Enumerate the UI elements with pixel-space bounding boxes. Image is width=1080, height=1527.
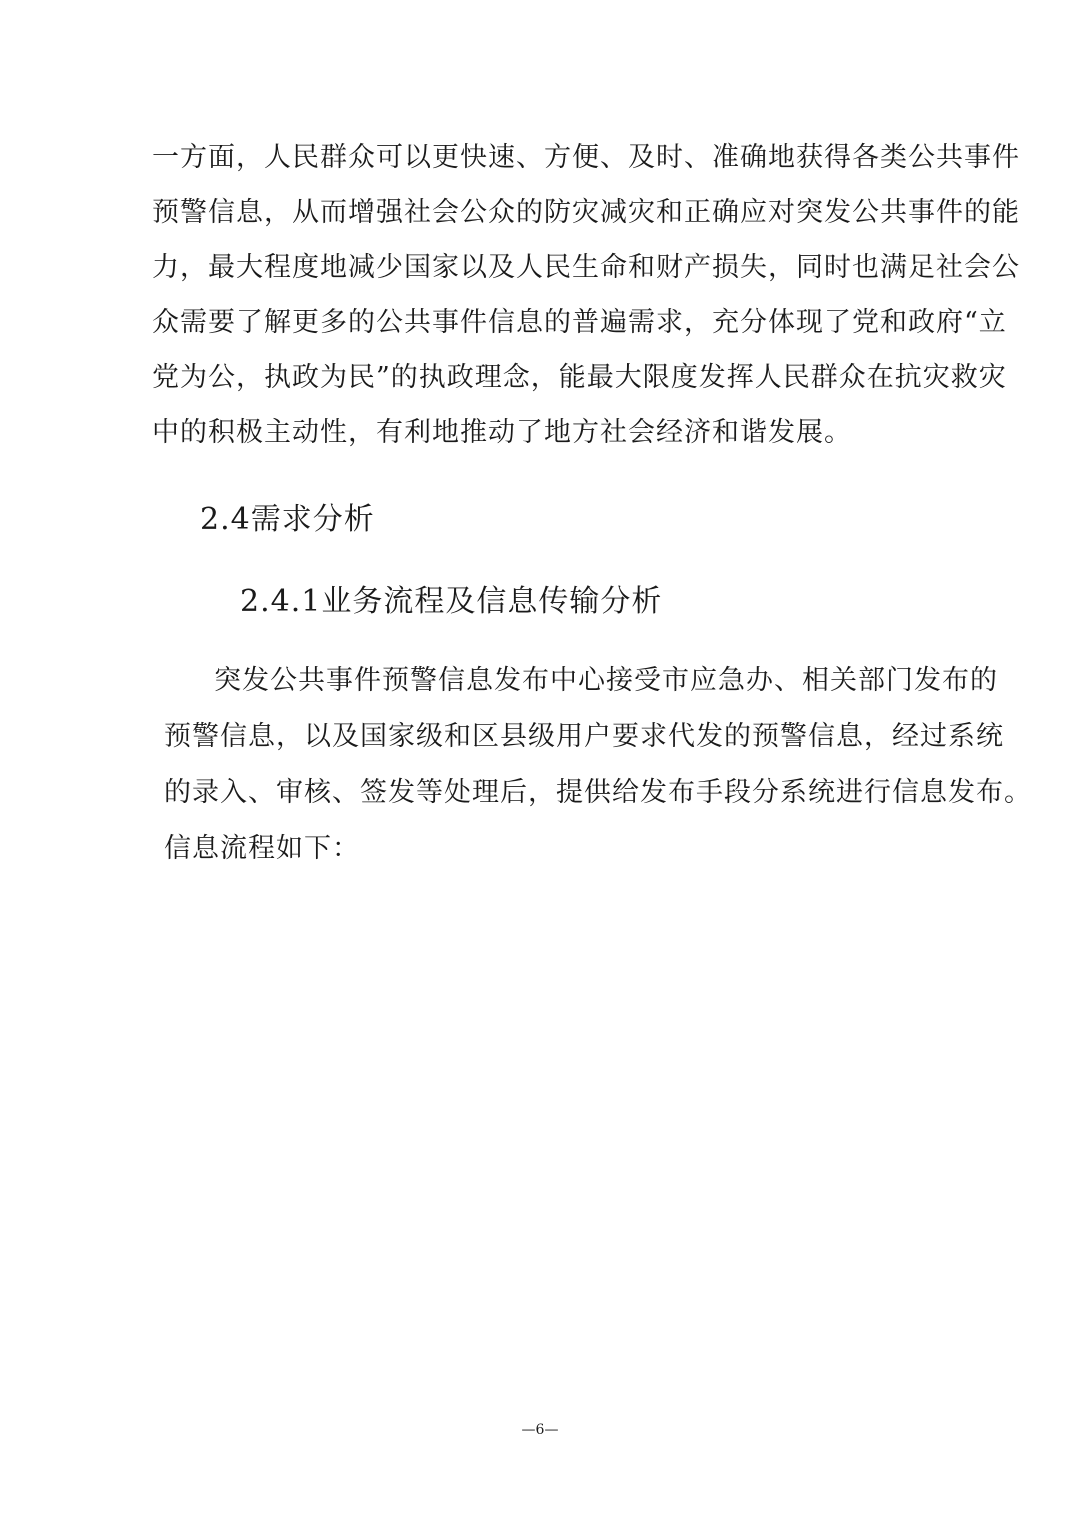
paragraph-line: 中的积极主动性，有利地推动了地方社会经济和谐发展。 — [152, 417, 852, 448]
paragraph-line: 一方面，人民群众可以更快速、方便、及时、准确地获得各类公共事件 — [152, 142, 1020, 173]
paragraph-line: 预警信息，从而增强社会公众的防灾减灾和正确应对突发公共事件的能 — [152, 197, 1020, 228]
subsection-heading: 2.4.1业务流程及信息传输分析 — [240, 584, 663, 619]
paragraph-line: 信息流程如下： — [164, 833, 360, 864]
paragraph-line: 力，最大程度地减少国家以及人民生命和财产损失，同时也满足社会公 — [152, 252, 1020, 283]
paragraph-line: 众需要了解更多的公共事件信息的普遍需求，充分体现了党和政府“立 — [152, 307, 1007, 338]
section-heading: 2.4需求分析 — [200, 502, 375, 537]
paragraph-line: 预警信息，以及国家级和区县级用户要求代发的预警信息，经过系统 — [164, 721, 1004, 752]
paragraph-line: 党为公，执政为民”的执政理念，能最大限度发挥人民群众在抗灾救灾 — [152, 362, 1007, 393]
paragraph-line: 突发公共事件预警信息发布中心接受市应急办、相关部门发布的 — [214, 665, 998, 696]
paragraph-line: 的录入、审核、签发等处理后，提供给发布手段分系统进行信息发布。 — [164, 777, 1032, 808]
page-number: —6— — [521, 1422, 559, 1438]
